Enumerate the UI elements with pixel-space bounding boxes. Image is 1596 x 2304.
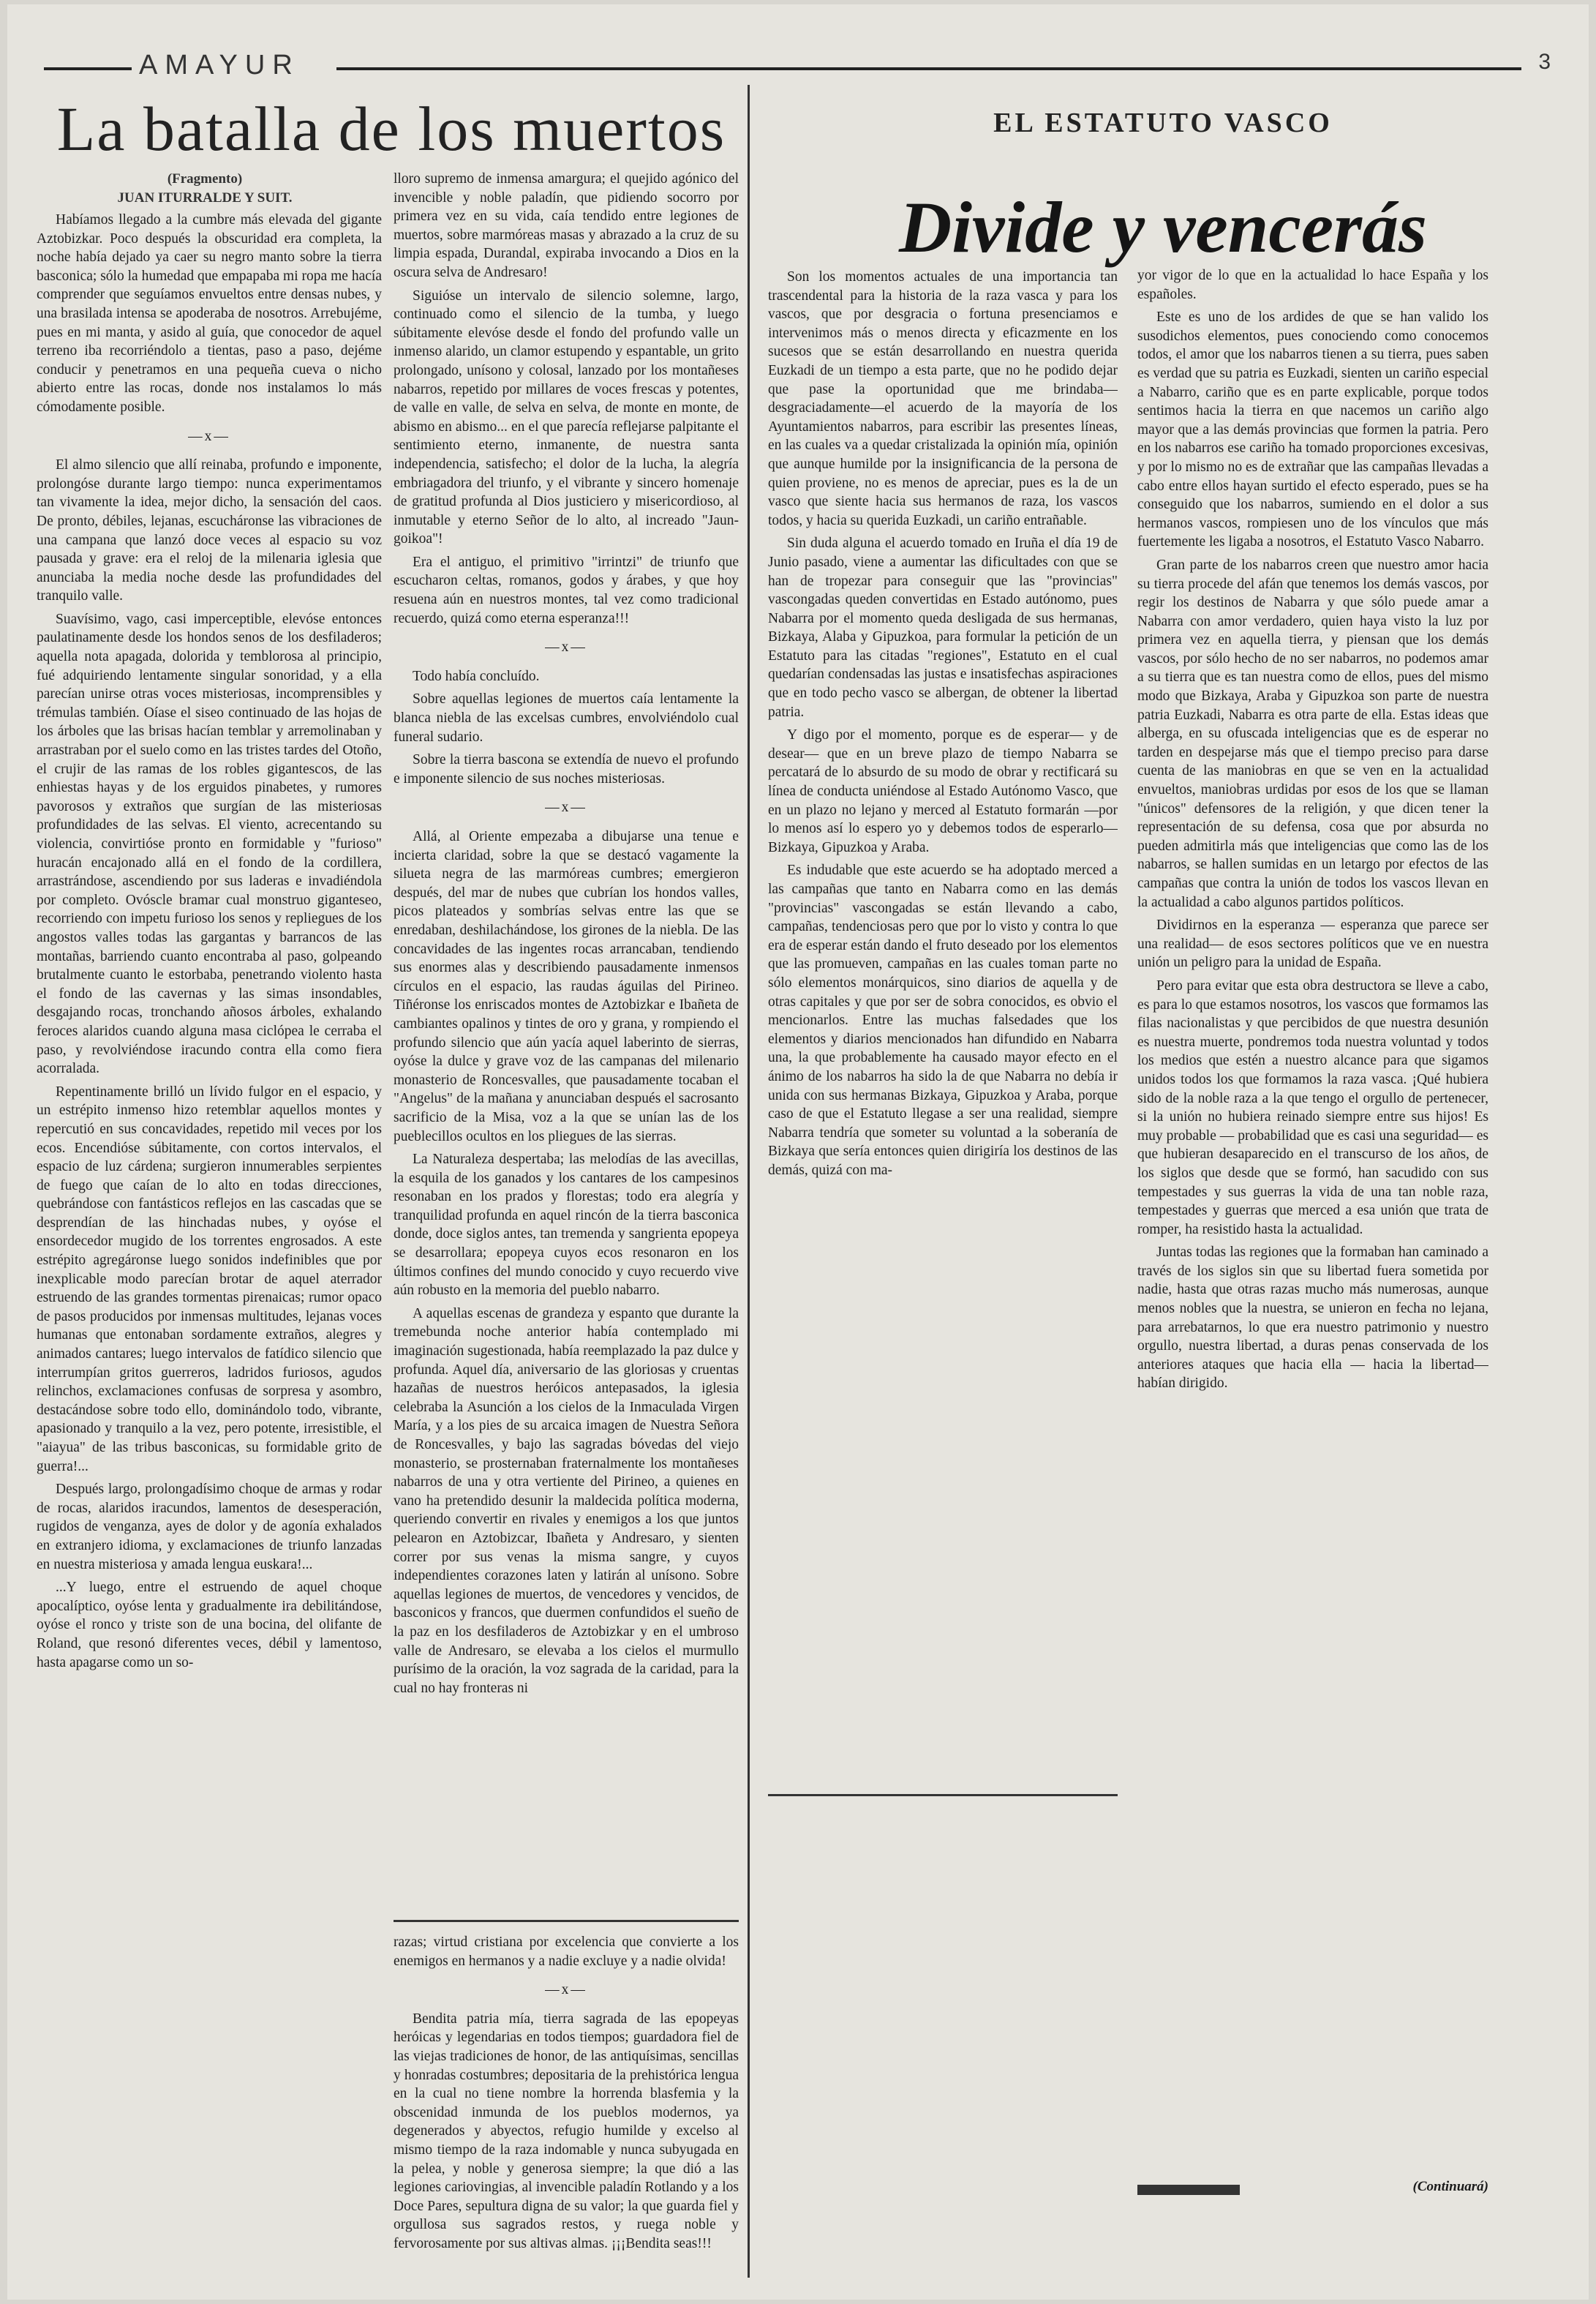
newspaper-page bbox=[7, 4, 1589, 2300]
paragraph: Siguióse un intervalo de silencio solemne, largo, continuado como el silencio de la tumba, y luego súbitamente elevóse desde el fondo del profundo valle un inmenso alarido, un clamor estupendo y espantable, un grito prolongado, unísono y colosal, lanzado por los montañeses nabarros, repetido por millares de voces frescas y potentes, de valle en valle, de selva en selva, de monte en monte, de abismo en abismo... en el que parecía reflejarse palpitante el sentimiento eterno, inmanente, de nuestra santa independencia, satisfecho; el dolor de la lucha, la alegría embriagadora del triunfo, y el vibrante y sincero homenaje de gratitud profunda al Dios justiciero y misericordioso, al inmutable y eterno Señor de lo alto, al increado "Jaun-goikoa"! bbox=[394, 288, 739, 547]
paragraph: Allá, al Oriente empezaba a dibujarse una tenue e incierta claridad, sobre la que se destacó vagamente la silueta negra de las marmóreas cumbres; emergieron después, del mar de nubes que cubrían los hondos valles, picos plateados y sombrías selvas entre las que se enredaban, deshilachándose, los girones de la niebla. De las concavidades de las ingentes rocas arrancaban, tendiendo sus enormes alas y describiendo pausadamente inmensos círculos en el espacio, las raudas águilas del Pirineo. Tiñéronse los enriscados montes de Aztobizkar e Ibañeta de cambiantes opalinos y tintes de oro y grana, y rompiendo el profundo silencio que aún yacía aquel laberinto de sierras, oyóse la dulce y grave voz de las campanas del milenario monasterio de Roncesvalles, que pausadamente tocaban el "Angelus" de la mañana y anunciaban después el sacrosanto sacrificio de la Misa, voz a la que se unían las de los pueblecillos ocultos en los pliegues de las sierras. bbox=[394, 829, 739, 1144]
paragraph: Suavísimo, vago, casi imperceptible, elevóse entonces paulatinamente desde los hondos senos de los desfiladeros; aquella nota apagada, dolorida y temblorosa al principio, fué adquiriendo lentamente singular sonoridad, y a ella parecían unirse otras voces misteriosas, incomprensibles y trémulas también. Oíase el siseo continuado de las hojas de los árboles que las brisas hacían temblar y arremolinaban y arrastraban por el suelo como en las tristes tardes del Otoño, el crujir de las ramas de los robles gigantescos, de las enhiestas hayas y de los erguidos pinabetes, y rumores pavorosos y extraños que surgían de las misteriosas profundidades de las selvas. El viento, acrecentando su violencia, convirtióse pronto en formidable y "furioso" huracán encajonado allá en el fondo de la cordillera, arrastrándose, ascendiendo por sus laderas e invadiéndola por completo. Ovóscle bramar cual monstruo giganteseo, recorriendo con impetu furioso los senos y repliegues de los angostos valles todas las gargantas y barrancos de las montañas, barriendo cuanto encontraba al paso, golpeando brutalmente cuanto le estorbaba, penetrando violento hasta el fondo de las cavernas y las simas insondables, desgajando rocas, tronchando añosos árboles, exhalando feroces alaridos cuando alguna masa ciclópea le cerraba el paso, y revolviéndose iracundo contra ella como fiera acorralada. bbox=[37, 611, 382, 1077]
paragraph: razas; virtud cristiana por excelencia que convierte a los enemigos en hermanos y a nadie excluye y a nadie olvida! bbox=[394, 1935, 739, 1969]
paragraph: Gran parte de los nabarros creen que nuestro amor hacia su tierra procede del afán que tenemos los demás vascos, por regir los destinos de Nabarra y que sólo puede amar a Nabarra con amor verdadero, quien haya visto la luz por primera vez en aquella tierra, y piensan que los demás vascos, por sólo hecho de no ser nabarros, no podemos amar a su tierra que es tan nuestra como de ellos, pues del mismo modo que Bizkaya, Araba y Gipuzkoa son parte de nuestra patria Euzkadi, Nabarra es otra parte de ella. Estas ideas que alberga, en su ofuscada inteligencias que es de esperar no tarden en despejarse más que el tiempo preciso para darse cuenta de las maniobras en que se ven en la actualidad envueltos, maniobras urdidas por esos de los que se llaman "únicos" defensores de la religión, y que dicen tener la representación de su defensa, cosa que por absurda no pueden admitirla más que inteligencias que como las de los nabarros, se hallen sumidas en un letargo por efectos de las campañas que contra la unión de todos los vascos llevan en la actualidad a cabo algunos partidos políticos. bbox=[1137, 557, 1488, 910]
paragraph: Este es uno de los ardides de que se han valido los susodichos elementos, pues conociendo como conocemos todos, el amor que los nabarros tienen a su tierra, pues saben es verdad que su patria es Euzkadi, sienten un cariño especial a Nabarro, cariño que es en parte explicable, porque todos sentimos hacia la tierra en que nacemos un cariño algo mayor que a las demás provincias que formen la patria. Pero en los nabarros ese cariño ha tomado proporciones excesivas, y por lo mismo no es de extrañar que las campañas llevadas a cabo entre ellos hayan surtido el efecto esperado, pues se ha conseguido que los nabarros, sumiendo en el dolor a sus hermanos vascos, rompiesen uno de los vínculos que más fuertemente les ligaba a nosotros, el Estatuto Vasco Nabarro. bbox=[1137, 309, 1488, 550]
paragraph: lloro supremo de inmensa amargura; el quejido agónico del invencible y noble paladín, que pidiendo socorro por primera vez en su vida, caía tendido entre legiones de muertos, sobre marmóreas masas y abrazado a la cruz de su limpia espada, Durandal, expiraba invocando a Dios en la oscura selva de Andresaro! bbox=[394, 171, 739, 280]
article-column-4 bbox=[1137, 266, 1488, 2154]
paragraph: Era el antiguo, el primitivo "irrintzi" de triunfo que escucharon celtas, romanos, godos y árabes, y que hoy resuena aún en nuestros montes, tal vez como tradicional recuerdo, quizá como eterna esperanza!!! bbox=[394, 554, 739, 626]
fragment-label: (Fragmento) bbox=[167, 171, 243, 187]
section-separator: —x— bbox=[545, 639, 587, 656]
article-column-2 bbox=[394, 170, 739, 1926]
article-byline bbox=[37, 170, 373, 208]
paragraph: Habíamos llegado a la cumbre más elevada del gigante Aztobizkar. Poco después la obscuridad era completa, la noche había dejado ya caer su negro manto sobre la tierra basconica; sólo la humedad que empapaba mi ropa me hacía comprender que seguíamos envueltos entre densas nubes, y una brasilada intensa se apoderaba de nosotros. Arrebujéme, pues en mi manta, y asido al guía, que conocedor de aquel terreno iba recorriéndolo a tientas, paso a paso, dejéme conducir y penetramos en una pequeña cueva o nicho abierto entre las rocas, donde nos instalamos lo más cómodamente posible. bbox=[37, 212, 382, 415]
paragraph: ...Y luego, entre el estruendo de aquel choque apocalíptico, oyóse lenta y gradualmente ira debilitándose, oyóse el ronco y triste son de una bocina, del olifante de Roland, que resonó diferentes veces, débil y lamentoso, hasta apagarse como un so- bbox=[37, 1580, 382, 1670]
column-divider bbox=[748, 85, 750, 2278]
author-name: JUAN ITURRALDE Y SUIT. bbox=[117, 190, 293, 206]
paragraph: Después largo, prolongadísimo choque de armas y rodar de rocas, alaridos iracundos, lamentos de desesperación, rugidos de venganza, ayes de dolor y de agonía exhalados en extranjero idioma, y exclamaciones de triunfo lanzadas en nuestra misteriosa y amada lengua euskara!... bbox=[37, 1482, 382, 1572]
paragraph: Es indudable que este acuerdo se ha adoptado merced a las campañas que tanto en Nabarra como en las demás "provincias" vascongadas se están llevando a cabo, campañas, tendenciosas pero que por lo visto y contra lo que era de esperar están dando el fruto deseado por los elementos que las promueven, campañas en las cuales toman parte no sólo elementos monárquicos, sino diarios de aquella y de otras capitales y que por ser de sobra conocidos, es obvio el mencionarlos. Entre las muchas falsedades que los elementos y diarios mencionados han difundido en Nabarra una, la que probablemente ha causado mayor efecto en el ánimo de los nabarros ha sido la de que Nabarra no debía ir unida con sus hermanas Bizkaya, Gipuzkoa y Araba, porque caso de que el Estatuto llegase a ser una realidad, siempre Nabarra tendría que someter su voluntad a la soberanía de Bizkaya que sería entonces quien dirigiría los destinos de las demás, quizá con ma- bbox=[768, 863, 1118, 1178]
continued-note bbox=[1137, 2177, 1488, 2207]
section-kicker: EL ESTATUTO VASCO bbox=[993, 108, 1333, 138]
page-number: 3 bbox=[1538, 50, 1551, 74]
paragraph: Sin duda alguna el acuerdo tomado en Iruña el día 19 de Junio pasado, viene a aumentar las dificultades con que se han de tropezar para conseguir que las "provincias" vascongadas queden convertidas en Estado autónomo, pues Nabarra por el momento queda desligada de sus hermanas, Bizkaya, Alaba y Gipuzkoa, para formular la petición de un Estatuto para las citadas "regiones", Estatuto en el cual quedarían condensadas las justas e insatisfechas aspiraciones que en todo pecho vasco se albergan, de obtener la libertad patria. bbox=[768, 536, 1118, 720]
section-separator: —x— bbox=[545, 800, 587, 816]
paragraph: Repentinamente brilló un lívido fulgor en el espacio, y un estrépito inmenso hizo retemblar aquellos montes y repercutió en sus concavidades, repetido mil veces por los ecos. Encendióse súbitamente, con cortos intervalos, el espacio de luz cárdena; surgieron innumerables serpientes de fuego que caían de lo alto en todas direcciones, quebrándose con fantásticos reflejos en las cascadas que se desprendían de las hinchadas nubes, y oyóse el ensordecedor mugido de los torrentes engrosados. A este estrépito agregáronse luego sonidos indefinibles que por inexplicable modo parecían brotar de aquel aterrador estruendo de las grandes tormentas pirenaicas; rumor opaco de pasos producidos por inmensas multitudes, lejanas voces humanas que entonaban sordamente extraños, alegres y animados cantares; luego intervalos de fatídico silencio que interrumpían gritos guerreros, ladridos furiosos, agudos relinchos, exclamaciones confusas de sorpresa y asombro, destacándose sobre todo ello, dominándolo todo, vibrante, apasionado y tranquilo a la vez, pero potente, irresistible, el "aiayua" de las tribus basconicas, su formidable grito de guerra!... bbox=[37, 1084, 382, 1474]
section-separator: —x— bbox=[545, 1982, 587, 1998]
paragraph: A aquellas escenas de grandeza y espanto que durante la tremebunda noche anterior había contemplado mi imaginación sugestionada, había reemplazado la paz dulce y profunda. Aquel día, aniversario de las gloriosas y cruentas hazañas de nuestros heróicos antepasados, la iglesia celebraba la Asunción a los cielos de la Inmaculada Virgen María, y a los pies de su arcaica imagen de Nuestra Señora de Roncesvalles, y bajo las sagradas bóvedas del viejo monasterio, se prosternaban fraternalmente los montañeses nabarros de una y otra vertiente del Pirineo, a quienes en vano ha pretendido desunir la maldecida política moderna, queriendo convertir en rivales y enemigos a los que juntos pelearon en Aztobizcar, Ibañeta y Andresaro, y sienten correr por sus venas la misma sangre, y cuyos independientes corazones laten y latirán al unísono. Sobre aquellas legiones de muertos, de vencedores y vencidos, de basconicos y francos, que duermen confundidos el sueño de la paz en los desfiladeros de Aztobizkar y en el umbroso valle de Andresaro, se elevaba a los cielos el murmullo purísimo de la oración, la voz sagrada de la caridad, para la cual no hay fronteras ni bbox=[394, 1305, 739, 1696]
article-title: La batalla de los muertos bbox=[56, 94, 726, 164]
continued-label: (Continuará) bbox=[1412, 2179, 1488, 2194]
article-column-2-bottom bbox=[394, 1933, 739, 2284]
paragraph: Sobre aquellas legiones de muertos caía lentamente la blanca niebla de las excelsas cumbres, envolviéndolo cual funeral sudario. bbox=[394, 691, 739, 745]
header-rule-right bbox=[336, 67, 1521, 70]
signature-bar bbox=[1137, 2185, 1240, 2195]
header-rule-left bbox=[44, 67, 132, 70]
paragraph: Dividirnos en la esperanza — esperanza que parece ser una realidad— de esos sectores políticos que ve en nuestra unión un peligro para la unidad de España. bbox=[1137, 918, 1488, 971]
paragraph: Todo había concluído. bbox=[413, 668, 540, 684]
article-column-1 bbox=[37, 211, 382, 2281]
newspaper-name: AMAYUR bbox=[139, 50, 300, 80]
section-separator: —x— bbox=[188, 428, 230, 444]
paragraph: La Naturaleza despertaba; las melodías de las avecillas, la esquila de los ganados y los cantares de los campesinos resonaban en los prados y florestas; todo era alegría y tranquilidad profunda en aquel rincón de la tierra basconica donde, doce siglos antes, tan tremenda y sangrienta epopeya se desarrollara; epopeya cuyos ecos resonaron en los últimos confines del mundo conocido y cuyo recuerdo vive aún robusto en la memoria del pueblo nabarro. bbox=[394, 1152, 739, 1299]
article-column-3 bbox=[768, 268, 1118, 1804]
paragraph: Pero para evitar que esta obra destructora se lleve a cabo, es para lo que estamos nosotros, los vascos que formamos las filas nacionalistas y que percibidos de que nuestra desunión es nuestra muerte, pondremos toda nuestra voluntad y todos los medios que estén a nuestro alcance para que sigamos unidos todos los que formamos la raza vasca. ¡Qué hubiera sido de la noble raza a la que tengo el orgullo de pertenecer, si la unión no hubiera reinado siempre entre sus hijos! Es muy probable — probabilidad que es casi una seguridad— es que hubieran desaparecido en el transcurso de los años, de los siglos que desde que se formó, han sacudido con sus tempestades y sus guerras la vida de una tan noble raza, tempestades y guerras que merced a esa unión que trata de romper, ha resistido hasta la actualidad. bbox=[1137, 977, 1488, 1237]
running-head bbox=[44, 50, 1551, 79]
paragraph: Juntas todas las regiones que la formaban han caminado a través de los siglos sin que su libertad fuera sometida por nadie, hasta que otras razas mucho más numerosas, aunque menos nobles que la nuestra, se unieron en fecha no lejana, para arrebatarnos, lo que era nuestro patrimonio y nuestro orgullo, nuestra libertad, a duras penas conservada de los anteriores ataques que hacia ella — hacia la libertad— habían dirigido. bbox=[1137, 1245, 1488, 1392]
paragraph: Y digo por el momento, porque es de esperar— y de desear— que en un breve plazo de tiempo Nabarra se percatará de lo absurdo de su modo de obrar y rectificará su línea de conducta uniéndose al Estado Autónomo Vasco, que en un plazo no lejano y merced al Estatuto formarán —por lo menos así lo espero yo y debemos todos de esperarlo— Bizkaya, Gipuzkoa y Araba. bbox=[768, 727, 1118, 855]
paragraph: Bendita patria mía, tierra sagrada de las epopeyas heróicas y legendarias en todos tiempos; guardadora fiel de las viejas tradiciones de honor, de las antiquísimas, sencillas y honradas costumbres; depositaria de la prehistórica lengua en la cual no tiene nombre la horrenda blasfemia y la obscenidad inmunda de los pueblos modernos, ya degenerados y abyectos, refugio humilde y excelso al mismo tiempo de la raza indomable y nunca subyugada en la pelea, y noble y generosa siempre; la que dió a las legiones cariovingias, al invencible paladín Rotlando y a los Doce Pares, sepultura digna de su valor; la que guarda fiel y orgullosa sus sagrados restos, y ruega noble y fervorosamente por sus altivas almas. ¡¡¡Bendita seas!!! bbox=[394, 2011, 739, 2251]
article-headline: Divide y vencerás bbox=[899, 187, 1427, 268]
paragraph: El almo silencio que allí reinaba, profundo e imponente, prolongóse durante largo tiempo: nunca experimentamos tan vivamente la idea, mejor dicho, la sensación del caos. De pronto, débiles, lejanas, escucháronse las vibraciones de una campana que lanzó doce veces al espacio su voz pausada y grave: era el reloj de la milenaria iglesia que anunciaba la media noche desde las profundidades del tranquilo valle. bbox=[37, 457, 382, 604]
paragraph: Son los momentos actuales de una importancia tan trascendental para la historia de la raza vasca y para los vascos, que por desgracia o fortuna presenciamos e intervenimos más o menos directa y eficazmente en los sucesos que se están desarrollando en nuestra querida Euzkadi de un tiempo a esta parte, que no he podido dejar que pase la oportunidad que me brindaba—desgraciadamente—el acuerdo de la mayoría de los Ayuntamientos nabarros, para escribir las presentes líneas, en las cuales va a quedar cristalizada la opinión mía, opinión que aunque humilde por la insignificancia de la persona de quien proviene, no es menos de apreciar, pues es la de un vasco que siente hacia sus hermanos de raza, los vascos todos, y hacia su querida Euzkadi, un cariño entrañable. bbox=[768, 269, 1118, 528]
paragraph: Sobre la tierra bascona se extendía de nuevo el profundo e imponente silencio de sus noches misteriosas. bbox=[394, 752, 739, 787]
paragraph: yor vigor de lo que en la actualidad lo hace España y los españoles. bbox=[1137, 268, 1488, 302]
